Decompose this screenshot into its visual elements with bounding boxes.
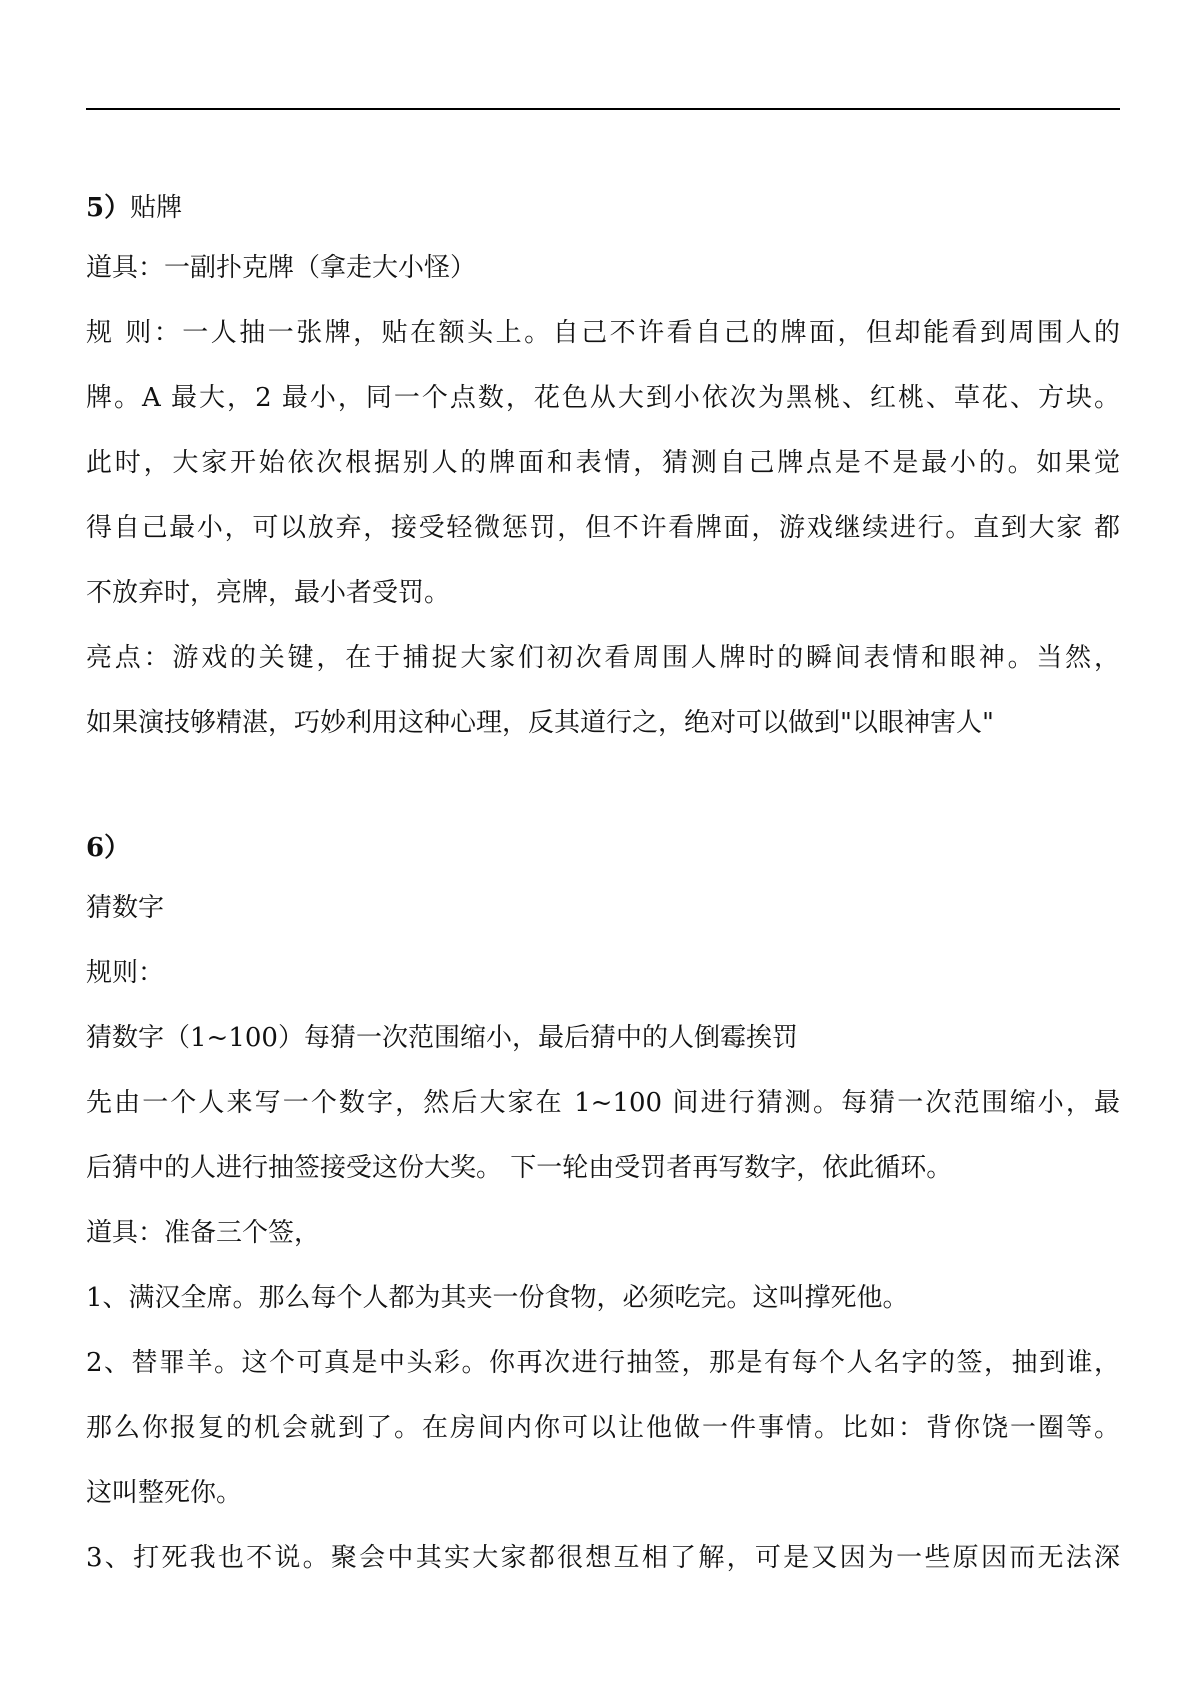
section-5-rules-line: 不放弃时，亮牌，最小者受罚。 xyxy=(86,578,451,608)
header-rule xyxy=(86,108,1120,110)
section-6-text-line: 猜数字（1~100）每猜一次范围缩小，最后猜中的人倒霉挨罚 xyxy=(86,1023,798,1053)
section-6-list-item: 2、替罪羊。这个可真是中头彩。你再次进行抽签，那是有每个人名字的签，抽到谁， xyxy=(86,1348,1120,1378)
section-6-heading xyxy=(86,830,1120,866)
section-6-rules-label: 规则： xyxy=(86,958,165,988)
section-5-highlight-line: 亮点：游戏的关键，在于捕捉大家们初次看周围人牌时的瞬间表情和眼神。当然， xyxy=(86,643,1120,673)
section-6-text-line: 先由一个人来写一个数字，然后大家在 1~100 间进行猜测。每猜一次范围缩小，最 xyxy=(86,1088,1120,1118)
section-5-rules-line: 牌。A 最大，2 最小，同一个点数，花色从大到小依次为黑桃、红桃、草花、方块。 xyxy=(86,383,1120,413)
section-6-number: 6 xyxy=(86,833,105,863)
section-5-title: 贴牌 xyxy=(130,193,183,223)
section-6-list-item: 那么你报复的机会就到了。在房间内你可以让他做一件事情。比如：背你饶一圈等。 xyxy=(86,1413,1120,1443)
section-6-list-item: 1、满汉全席。那么每个人都为其夹一份食物，必须吃完。这叫撑死他。 xyxy=(86,1283,909,1313)
section-5-rules-line: 此时，大家开始依次根据别人的牌面和表情，猜测自己牌点是不是最小的。如果觉 xyxy=(86,448,1120,478)
section-5-props: 道具：一副扑克牌（拿走大小怪） xyxy=(86,253,477,283)
section-5-highlight-line: 如果演技够精湛，巧妙利用这种心理，反其道行之，绝对可以做到"以眼神害人" xyxy=(86,708,994,738)
section-6-text-line: 后猜中的人进行抽签接受这份大奖。 下一轮由受罚者再写数字，依此循环。 xyxy=(86,1153,953,1183)
section-6-props: 道具：准备三个签， xyxy=(86,1218,321,1248)
section-5-heading xyxy=(86,190,1120,226)
section-6-title: 猜数字 xyxy=(86,893,165,923)
section-5-rules-line: 规 则：一人抽一张牌，贴在额头上。自己不许看自己的牌面，但却能看到周围人的 xyxy=(86,318,1120,348)
section-6-list-item: 这叫整死你。 xyxy=(86,1478,243,1508)
section-6-paren: ） xyxy=(104,833,131,863)
section-5-paren: ） xyxy=(104,193,131,223)
section-5-number: 5 xyxy=(86,193,105,223)
section-5-rules-line: 得自己最小，可以放弃，接受轻微惩罚，但不许看牌面，游戏继续进行。直到大家 都 xyxy=(86,513,1120,543)
section-6-list-item: 3、打死我也不说。聚会中其实大家都很想互相了解，可是又因为一些原因而无法深 xyxy=(86,1543,1120,1573)
